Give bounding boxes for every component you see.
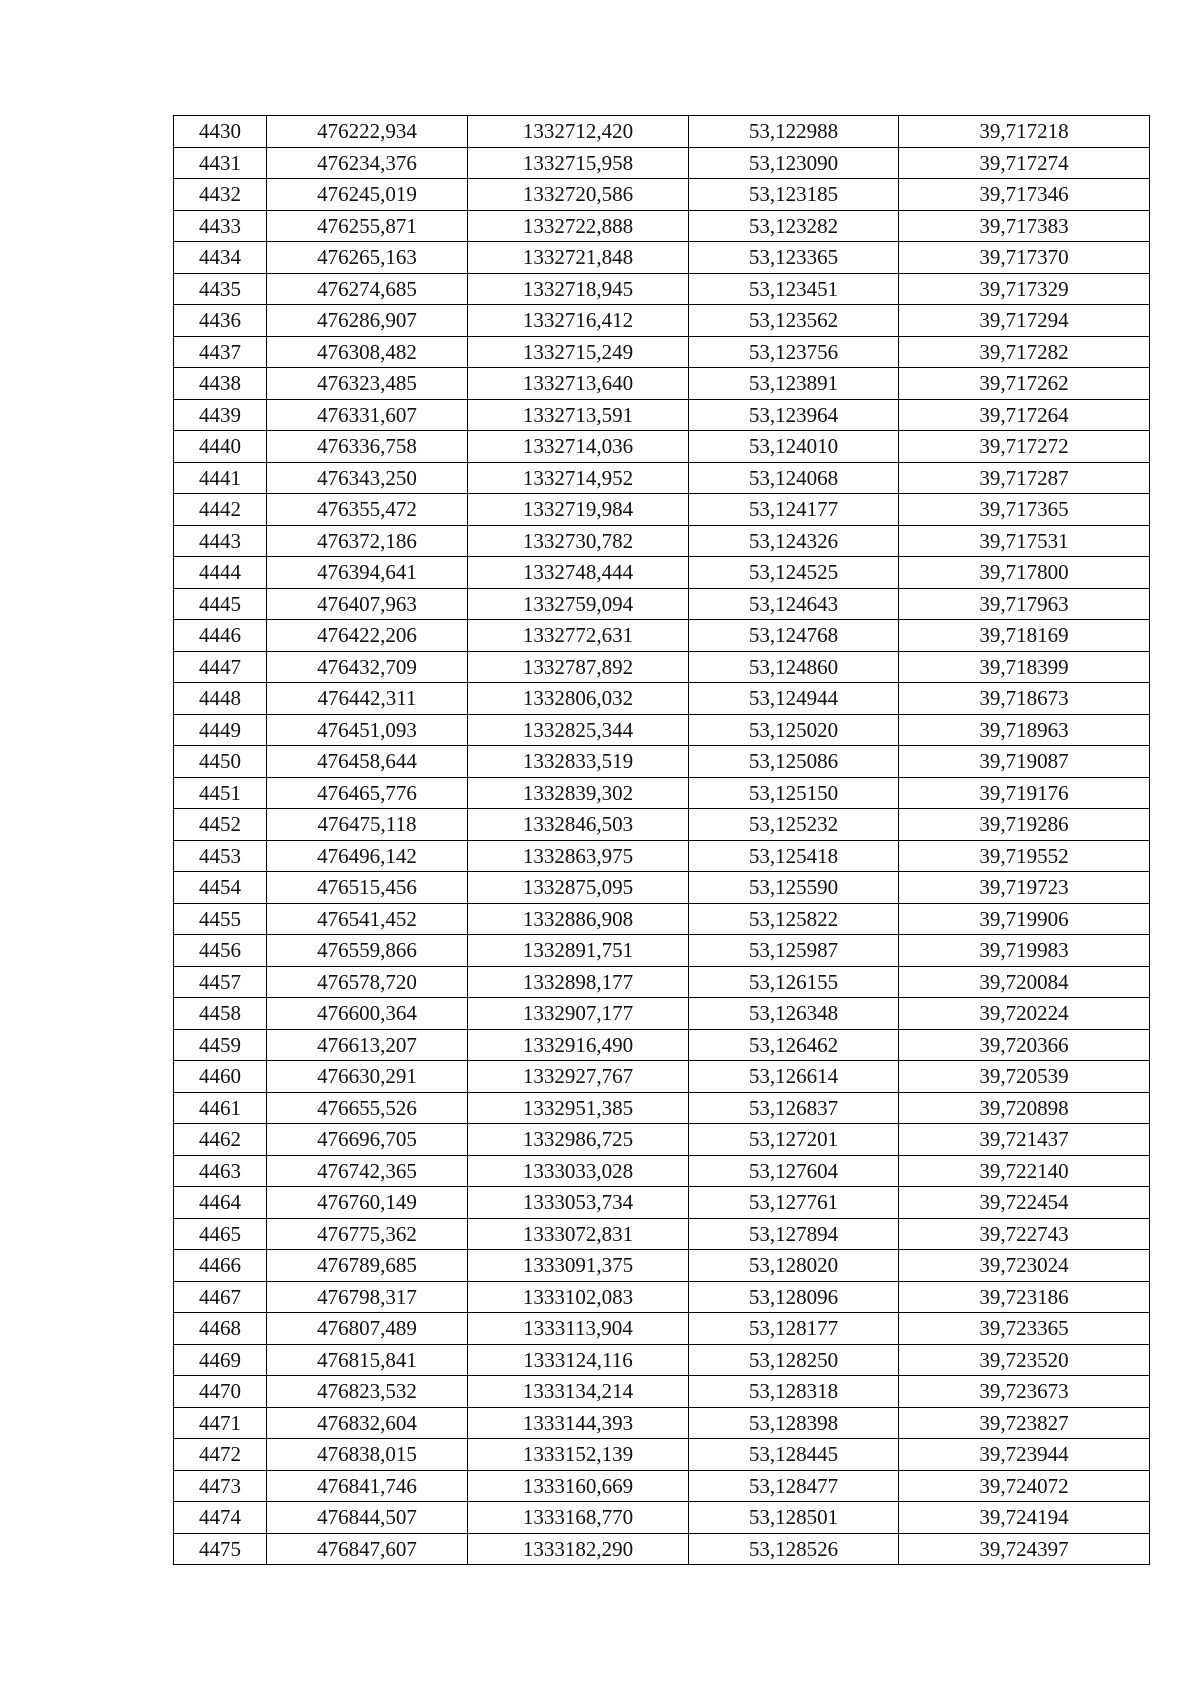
longitude-cell: 39,717383 [899, 210, 1150, 242]
x-coordinate-cell: 476442,311 [267, 683, 468, 715]
latitude-cell: 53,123282 [689, 210, 899, 242]
latitude-cell: 53,123365 [689, 242, 899, 274]
longitude-cell: 39,724072 [899, 1470, 1150, 1502]
table-row [174, 903, 1150, 935]
point-number-cell: 4451 [174, 777, 267, 809]
longitude-cell: 39,720366 [899, 1029, 1150, 1061]
longitude-cell: 39,719723 [899, 872, 1150, 904]
table-row [174, 1281, 1150, 1313]
point-number-cell: 4438 [174, 368, 267, 400]
longitude-cell: 39,719286 [899, 809, 1150, 841]
y-coordinate-cell: 1333113,904 [468, 1313, 689, 1345]
longitude-cell: 39,719983 [899, 935, 1150, 967]
longitude-cell: 39,724194 [899, 1502, 1150, 1534]
table-row [174, 620, 1150, 652]
latitude-cell: 53,123185 [689, 179, 899, 211]
y-coordinate-cell: 1333152,139 [468, 1439, 689, 1471]
y-coordinate-cell: 1333091,375 [468, 1250, 689, 1282]
table-row [174, 1218, 1150, 1250]
x-coordinate-cell: 476274,685 [267, 273, 468, 305]
point-number-cell: 4449 [174, 714, 267, 746]
x-coordinate-cell: 476630,291 [267, 1061, 468, 1093]
longitude-cell: 39,719906 [899, 903, 1150, 935]
y-coordinate-cell: 1333160,669 [468, 1470, 689, 1502]
table-row [174, 1061, 1150, 1093]
point-number-cell: 4437 [174, 336, 267, 368]
point-number-cell: 4473 [174, 1470, 267, 1502]
point-number-cell: 4439 [174, 399, 267, 431]
latitude-cell: 53,127604 [689, 1155, 899, 1187]
y-coordinate-cell: 1332927,767 [468, 1061, 689, 1093]
y-coordinate-cell: 1332713,640 [468, 368, 689, 400]
point-number-cell: 4461 [174, 1092, 267, 1124]
longitude-cell: 39,717272 [899, 431, 1150, 463]
y-coordinate-cell: 1332839,302 [468, 777, 689, 809]
longitude-cell: 39,717262 [899, 368, 1150, 400]
table-row [174, 336, 1150, 368]
longitude-cell: 39,720084 [899, 966, 1150, 998]
point-number-cell: 4446 [174, 620, 267, 652]
longitude-cell: 39,719087 [899, 746, 1150, 778]
x-coordinate-cell: 476422,206 [267, 620, 468, 652]
x-coordinate-cell: 476600,364 [267, 998, 468, 1030]
longitude-cell: 39,717531 [899, 525, 1150, 557]
point-number-cell: 4441 [174, 462, 267, 494]
longitude-cell: 39,717274 [899, 147, 1150, 179]
longitude-cell: 39,719176 [899, 777, 1150, 809]
table-row [174, 1470, 1150, 1502]
table-row [174, 746, 1150, 778]
latitude-cell: 53,123562 [689, 305, 899, 337]
point-number-cell: 4445 [174, 588, 267, 620]
y-coordinate-cell: 1333168,770 [468, 1502, 689, 1534]
point-number-cell: 4431 [174, 147, 267, 179]
x-coordinate-cell: 476807,489 [267, 1313, 468, 1345]
point-number-cell: 4469 [174, 1344, 267, 1376]
point-number-cell: 4443 [174, 525, 267, 557]
x-coordinate-cell: 476222,934 [267, 116, 468, 148]
longitude-cell: 39,719552 [899, 840, 1150, 872]
latitude-cell: 53,128445 [689, 1439, 899, 1471]
y-coordinate-cell: 1332806,032 [468, 683, 689, 715]
y-coordinate-cell: 1332986,725 [468, 1124, 689, 1156]
latitude-cell: 53,125987 [689, 935, 899, 967]
x-coordinate-cell: 476798,317 [267, 1281, 468, 1313]
y-coordinate-cell: 1332891,751 [468, 935, 689, 967]
latitude-cell: 53,125822 [689, 903, 899, 935]
point-number-cell: 4458 [174, 998, 267, 1030]
x-coordinate-cell: 476541,452 [267, 903, 468, 935]
latitude-cell: 53,123891 [689, 368, 899, 400]
latitude-cell: 53,127201 [689, 1124, 899, 1156]
coordinates-table-body [174, 116, 1150, 1565]
point-number-cell: 4466 [174, 1250, 267, 1282]
longitude-cell: 39,717294 [899, 305, 1150, 337]
latitude-cell: 53,125232 [689, 809, 899, 841]
latitude-cell: 53,128526 [689, 1533, 899, 1565]
table-row [174, 777, 1150, 809]
table-row [174, 1187, 1150, 1219]
table-row [174, 1124, 1150, 1156]
x-coordinate-cell: 476432,709 [267, 651, 468, 683]
longitude-cell: 39,717218 [899, 116, 1150, 148]
latitude-cell: 53,126155 [689, 966, 899, 998]
x-coordinate-cell: 476331,607 [267, 399, 468, 431]
y-coordinate-cell: 1332722,888 [468, 210, 689, 242]
x-coordinate-cell: 476458,644 [267, 746, 468, 778]
point-number-cell: 4453 [174, 840, 267, 872]
table-row [174, 147, 1150, 179]
x-coordinate-cell: 476847,607 [267, 1533, 468, 1565]
table-row [174, 273, 1150, 305]
latitude-cell: 53,125020 [689, 714, 899, 746]
point-number-cell: 4454 [174, 872, 267, 904]
longitude-cell: 39,718673 [899, 683, 1150, 715]
longitude-cell: 39,718399 [899, 651, 1150, 683]
point-number-cell: 4471 [174, 1407, 267, 1439]
x-coordinate-cell: 476234,376 [267, 147, 468, 179]
table-row [174, 1533, 1150, 1565]
x-coordinate-cell: 476496,142 [267, 840, 468, 872]
table-row [174, 809, 1150, 841]
latitude-cell: 53,128318 [689, 1376, 899, 1408]
x-coordinate-cell: 476823,532 [267, 1376, 468, 1408]
longitude-cell: 39,717800 [899, 557, 1150, 589]
point-number-cell: 4440 [174, 431, 267, 463]
longitude-cell: 39,722454 [899, 1187, 1150, 1219]
latitude-cell: 53,124525 [689, 557, 899, 589]
y-coordinate-cell: 1332825,344 [468, 714, 689, 746]
point-number-cell: 4436 [174, 305, 267, 337]
x-coordinate-cell: 476515,456 [267, 872, 468, 904]
table-row [174, 1407, 1150, 1439]
latitude-cell: 53,123451 [689, 273, 899, 305]
longitude-cell: 39,718963 [899, 714, 1150, 746]
table-row [174, 494, 1150, 526]
table-row [174, 1502, 1150, 1534]
table-row [174, 557, 1150, 589]
longitude-cell: 39,717282 [899, 336, 1150, 368]
point-number-cell: 4467 [174, 1281, 267, 1313]
longitude-cell: 39,720898 [899, 1092, 1150, 1124]
table-row [174, 998, 1150, 1030]
longitude-cell: 39,723944 [899, 1439, 1150, 1471]
y-coordinate-cell: 1332886,908 [468, 903, 689, 935]
table-row [174, 305, 1150, 337]
longitude-cell: 39,722743 [899, 1218, 1150, 1250]
x-coordinate-cell: 476323,485 [267, 368, 468, 400]
y-coordinate-cell: 1333053,734 [468, 1187, 689, 1219]
y-coordinate-cell: 1332759,094 [468, 588, 689, 620]
x-coordinate-cell: 476760,149 [267, 1187, 468, 1219]
point-number-cell: 4472 [174, 1439, 267, 1471]
point-number-cell: 4475 [174, 1533, 267, 1565]
table-row [174, 1029, 1150, 1061]
table-row [174, 525, 1150, 557]
longitude-cell: 39,717287 [899, 462, 1150, 494]
latitude-cell: 53,126462 [689, 1029, 899, 1061]
longitude-cell: 39,718169 [899, 620, 1150, 652]
table-row [174, 1250, 1150, 1282]
y-coordinate-cell: 1333134,214 [468, 1376, 689, 1408]
table-row [174, 651, 1150, 683]
table-row [174, 1376, 1150, 1408]
latitude-cell: 53,123964 [689, 399, 899, 431]
longitude-cell: 39,721437 [899, 1124, 1150, 1156]
table-row [174, 1344, 1150, 1376]
longitude-cell: 39,723024 [899, 1250, 1150, 1282]
table-row [174, 462, 1150, 494]
y-coordinate-cell: 1332720,586 [468, 179, 689, 211]
table-row [174, 1155, 1150, 1187]
x-coordinate-cell: 476775,362 [267, 1218, 468, 1250]
latitude-cell: 53,125590 [689, 872, 899, 904]
latitude-cell: 53,124068 [689, 462, 899, 494]
latitude-cell: 53,126348 [689, 998, 899, 1030]
x-coordinate-cell: 476578,720 [267, 966, 468, 998]
y-coordinate-cell: 1332772,631 [468, 620, 689, 652]
y-coordinate-cell: 1332863,975 [468, 840, 689, 872]
latitude-cell: 53,122988 [689, 116, 899, 148]
latitude-cell: 53,128398 [689, 1407, 899, 1439]
x-coordinate-cell: 476815,841 [267, 1344, 468, 1376]
latitude-cell: 53,128501 [689, 1502, 899, 1534]
latitude-cell: 53,124177 [689, 494, 899, 526]
latitude-cell: 53,128250 [689, 1344, 899, 1376]
point-number-cell: 4444 [174, 557, 267, 589]
y-coordinate-cell: 1333102,083 [468, 1281, 689, 1313]
table-row [174, 242, 1150, 274]
table-row [174, 935, 1150, 967]
latitude-cell: 53,124643 [689, 588, 899, 620]
table-row [174, 714, 1150, 746]
table-row [174, 683, 1150, 715]
point-number-cell: 4457 [174, 966, 267, 998]
point-number-cell: 4433 [174, 210, 267, 242]
point-number-cell: 4463 [174, 1155, 267, 1187]
y-coordinate-cell: 1332846,503 [468, 809, 689, 841]
longitude-cell: 39,717264 [899, 399, 1150, 431]
longitude-cell: 39,723673 [899, 1376, 1150, 1408]
x-coordinate-cell: 476394,641 [267, 557, 468, 589]
x-coordinate-cell: 476655,526 [267, 1092, 468, 1124]
y-coordinate-cell: 1332833,519 [468, 746, 689, 778]
longitude-cell: 39,717365 [899, 494, 1150, 526]
y-coordinate-cell: 1333182,290 [468, 1533, 689, 1565]
point-number-cell: 4460 [174, 1061, 267, 1093]
latitude-cell: 53,124326 [689, 525, 899, 557]
table-row [174, 1313, 1150, 1345]
latitude-cell: 53,124768 [689, 620, 899, 652]
table-row [174, 179, 1150, 211]
y-coordinate-cell: 1332715,958 [468, 147, 689, 179]
longitude-cell: 39,720539 [899, 1061, 1150, 1093]
latitude-cell: 53,127761 [689, 1187, 899, 1219]
x-coordinate-cell: 476286,907 [267, 305, 468, 337]
x-coordinate-cell: 476343,250 [267, 462, 468, 494]
latitude-cell: 53,127894 [689, 1218, 899, 1250]
latitude-cell: 53,124010 [689, 431, 899, 463]
x-coordinate-cell: 476372,186 [267, 525, 468, 557]
longitude-cell: 39,723365 [899, 1313, 1150, 1345]
y-coordinate-cell: 1333033,028 [468, 1155, 689, 1187]
point-number-cell: 4432 [174, 179, 267, 211]
point-number-cell: 4447 [174, 651, 267, 683]
longitude-cell: 39,717370 [899, 242, 1150, 274]
y-coordinate-cell: 1332714,036 [468, 431, 689, 463]
y-coordinate-cell: 1332907,177 [468, 998, 689, 1030]
longitude-cell: 39,717963 [899, 588, 1150, 620]
latitude-cell: 53,123090 [689, 147, 899, 179]
table-row [174, 399, 1150, 431]
y-coordinate-cell: 1332715,249 [468, 336, 689, 368]
x-coordinate-cell: 476465,776 [267, 777, 468, 809]
table-row [174, 1092, 1150, 1124]
latitude-cell: 53,128477 [689, 1470, 899, 1502]
table-row [174, 368, 1150, 400]
y-coordinate-cell: 1332719,984 [468, 494, 689, 526]
y-coordinate-cell: 1332875,095 [468, 872, 689, 904]
x-coordinate-cell: 476832,604 [267, 1407, 468, 1439]
point-number-cell: 4464 [174, 1187, 267, 1219]
x-coordinate-cell: 476265,163 [267, 242, 468, 274]
x-coordinate-cell: 476245,019 [267, 179, 468, 211]
table-row [174, 872, 1150, 904]
x-coordinate-cell: 476336,758 [267, 431, 468, 463]
table-row [174, 588, 1150, 620]
x-coordinate-cell: 476696,705 [267, 1124, 468, 1156]
latitude-cell: 53,125150 [689, 777, 899, 809]
table-row [174, 966, 1150, 998]
latitude-cell: 53,126614 [689, 1061, 899, 1093]
point-number-cell: 4434 [174, 242, 267, 274]
y-coordinate-cell: 1332916,490 [468, 1029, 689, 1061]
point-number-cell: 4450 [174, 746, 267, 778]
point-number-cell: 4455 [174, 903, 267, 935]
y-coordinate-cell: 1333144,393 [468, 1407, 689, 1439]
x-coordinate-cell: 476742,365 [267, 1155, 468, 1187]
latitude-cell: 53,124860 [689, 651, 899, 683]
y-coordinate-cell: 1332713,591 [468, 399, 689, 431]
table-row [174, 116, 1150, 148]
longitude-cell: 39,724397 [899, 1533, 1150, 1565]
x-coordinate-cell: 476789,685 [267, 1250, 468, 1282]
y-coordinate-cell: 1332898,177 [468, 966, 689, 998]
coordinates-table [173, 115, 1150, 1565]
y-coordinate-cell: 1332714,952 [468, 462, 689, 494]
point-number-cell: 4465 [174, 1218, 267, 1250]
point-number-cell: 4435 [174, 273, 267, 305]
point-number-cell: 4474 [174, 1502, 267, 1534]
point-number-cell: 4470 [174, 1376, 267, 1408]
table-row [174, 1439, 1150, 1471]
longitude-cell: 39,722140 [899, 1155, 1150, 1187]
latitude-cell: 53,123756 [689, 336, 899, 368]
point-number-cell: 4448 [174, 683, 267, 715]
point-number-cell: 4442 [174, 494, 267, 526]
x-coordinate-cell: 476559,866 [267, 935, 468, 967]
x-coordinate-cell: 476355,472 [267, 494, 468, 526]
x-coordinate-cell: 476841,746 [267, 1470, 468, 1502]
latitude-cell: 53,124944 [689, 683, 899, 715]
y-coordinate-cell: 1332748,444 [468, 557, 689, 589]
longitude-cell: 39,717329 [899, 273, 1150, 305]
x-coordinate-cell: 476844,507 [267, 1502, 468, 1534]
longitude-cell: 39,723520 [899, 1344, 1150, 1376]
longitude-cell: 39,717346 [899, 179, 1150, 211]
latitude-cell: 53,126837 [689, 1092, 899, 1124]
x-coordinate-cell: 476838,015 [267, 1439, 468, 1471]
x-coordinate-cell: 476407,963 [267, 588, 468, 620]
longitude-cell: 39,720224 [899, 998, 1150, 1030]
latitude-cell: 53,128020 [689, 1250, 899, 1282]
longitude-cell: 39,723827 [899, 1407, 1150, 1439]
point-number-cell: 4462 [174, 1124, 267, 1156]
y-coordinate-cell: 1332787,892 [468, 651, 689, 683]
longitude-cell: 39,723186 [899, 1281, 1150, 1313]
latitude-cell: 53,125418 [689, 840, 899, 872]
latitude-cell: 53,125086 [689, 746, 899, 778]
y-coordinate-cell: 1332951,385 [468, 1092, 689, 1124]
x-coordinate-cell: 476613,207 [267, 1029, 468, 1061]
x-coordinate-cell: 476308,482 [267, 336, 468, 368]
y-coordinate-cell: 1332730,782 [468, 525, 689, 557]
point-number-cell: 4468 [174, 1313, 267, 1345]
y-coordinate-cell: 1332718,945 [468, 273, 689, 305]
y-coordinate-cell: 1333124,116 [468, 1344, 689, 1376]
x-coordinate-cell: 476255,871 [267, 210, 468, 242]
point-number-cell: 4459 [174, 1029, 267, 1061]
table-row [174, 210, 1150, 242]
x-coordinate-cell: 476475,118 [267, 809, 468, 841]
point-number-cell: 4452 [174, 809, 267, 841]
y-coordinate-cell: 1332721,848 [468, 242, 689, 274]
y-coordinate-cell: 1332712,420 [468, 116, 689, 148]
latitude-cell: 53,128096 [689, 1281, 899, 1313]
point-number-cell: 4430 [174, 116, 267, 148]
latitude-cell: 53,128177 [689, 1313, 899, 1345]
y-coordinate-cell: 1332716,412 [468, 305, 689, 337]
table-row [174, 840, 1150, 872]
point-number-cell: 4456 [174, 935, 267, 967]
x-coordinate-cell: 476451,093 [267, 714, 468, 746]
y-coordinate-cell: 1333072,831 [468, 1218, 689, 1250]
table-row [174, 431, 1150, 463]
